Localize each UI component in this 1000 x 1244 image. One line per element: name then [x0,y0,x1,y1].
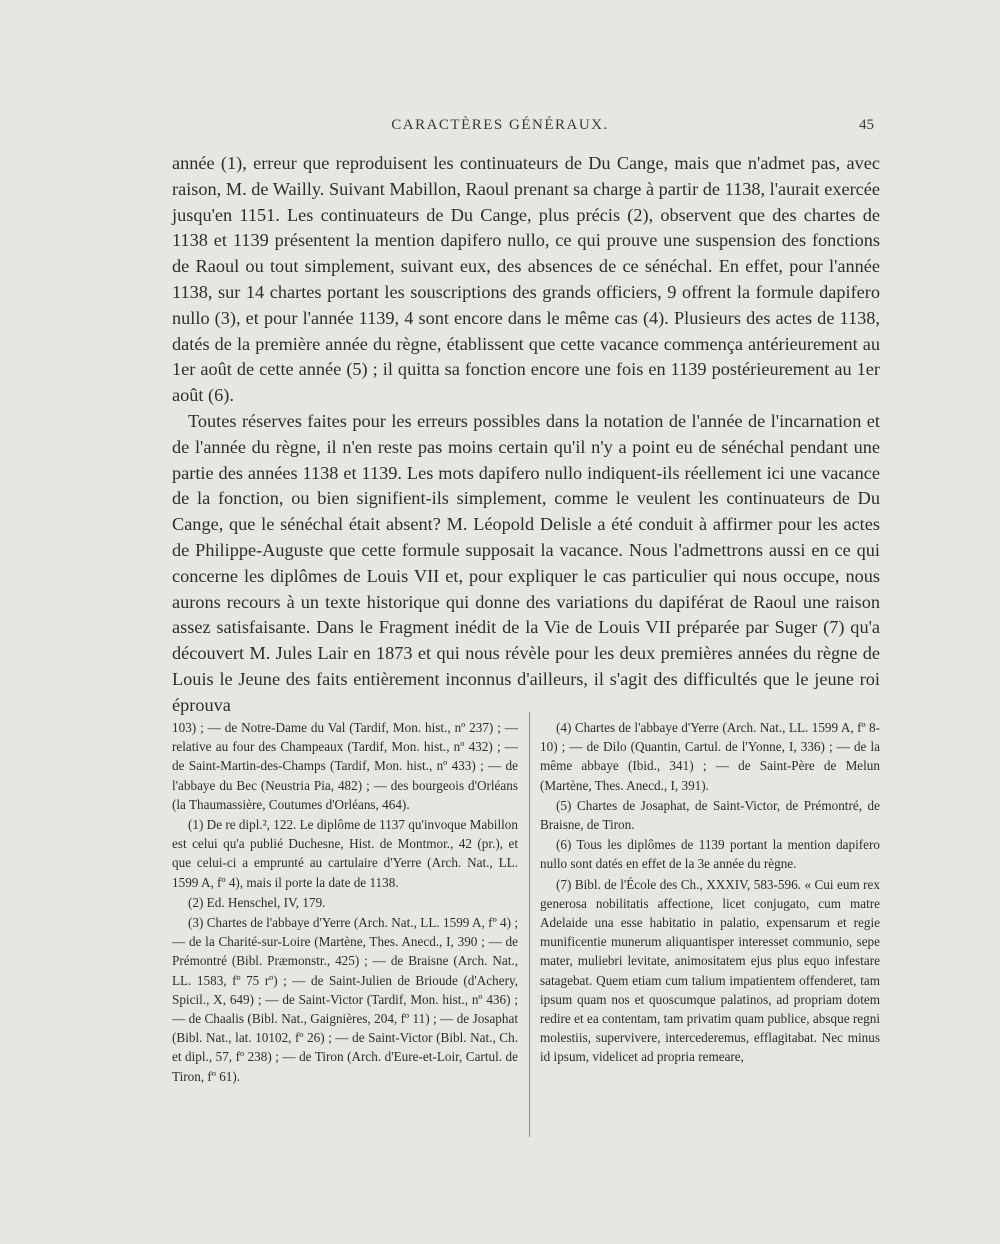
footnote-continuation: 103) ; — de Notre-Dame du Val (Tardif, Mon. hist., nº 237) ; — relative au four des Champeaux (Tardif, Mon. hist., nº 432) ; — de Saint-Martin-des-Champs (Tardif, Mon. hist., nº 433) ; — de l'abbaye du Bec (Neustria Pia, 482) ; — des bourgeois d'Orléans (la Thaumassière, Coutumes d'Orléans, 464). [172,720,518,812]
footnote-2: (2) Ed. Henschel, IV, 179. [188,894,326,910]
running-header: CARACTÈRES GÉNÉRAUX. [391,117,609,133]
footnote-7: (7) Bibl. de l'École des Ch., XXXIV, 583-596. « Cui eum rex generosa nobilitatis affectione, licet conjugato, cum matre Adelaide una esse habitatio in palatio, expensarum et regie munificentie munerum aliquantisper interesset communio, sepe mater, muliebri levitate, animositatem ejus plus equo infestare satagebat. Quem etiam cum talium impatientem offenderet, tam ipsum quam nos et quoscumque palatinos, ad propriam dotem redire et ea contentam, tam privatim quam publice, absque regni molestiis, supervivere, intercederemus, efflagitabat. Nec minus id ipsum, videlicet ad propria remeare, [540,876,880,1065]
footnote-1: (1) De re dipl.², 122. Le diplôme de 1137 qu'invoque Mabillon est celui qu'a publié Duchesne, Hist. de Montmor., 42 (pr.), et que celui-ci a emprunté au cartulaire d'Yerre (Arch. Nat., LL. 1599 A, fº 4), mais il porte la date de 1138. [172,817,518,890]
page-number: 45 [859,117,874,133]
footnote-3: (3) Chartes de l'abbaye d'Yerre (Arch. Nat., LL. 1599 A, fº 4) ; — de la Charité-sur-Loire (Martène, Thes. Anecd., I, 390 ; — de Prémontré (Bibl. Præmonstr., 425) ; — de Braisne (Arch. Nat., LL. 1583, fº 75 rº) ; — de Saint-Julien de Brioude (d'Achery, Spicil., X, 649) ; — de Saint-Victor (Tardif, Mon. hist., nº 436) ; — de Chaalis (Bibl. Nat., Gaignières, 204, fº 11) ; — de Josaphat (Bibl. Nat., lat. 10102, fº 26) ; — de Saint-Victor (Bibl. Nat., Ch. et dipl., 57, fº 238) ; — de Tiron (Arch. d'Eure-et-Loir, Cartul. de Tiron, fº 61). [172,915,518,1084]
column-divider [529,712,530,1137]
footnote-6: (6) Tous les diplômes de 1139 portant la mention dapifero nullo sont datés en effet de la 3e année du règne. [540,837,880,872]
body-paragraph-2: Toutes réserves faites pour les erreurs possibles dans la notation de l'année de l'incarnation et de l'année du règne, il n'en reste pas moins certain qu'il n'y a point eu de sénéchal pendant une partie des années 1138 et 1139. Les mots dapifero nullo indiquent-ils réellement ici une vacance de la fonction, ou bien signifient-ils simplement, comme le veulent les continuateurs de Du Cange, que le sénéchal était absent? M. Léopold Delisle a été conduit à affirmer pour les actes de Philippe-Auguste que cette formule supposait la vacance. Nous l'admettrons aussi en ce qui concerne les diplômes de Louis VII et, pour expliquer le cas particulier qui nous occupe, nous aurons recours à un texte historique qui donne des variations du dapiférat de Raoul une raison assez satisfaisante. Dans le Fragment inédit de la Vie de Louis VII préparée par Suger (7) qu'a découvert M. Jules Lair en 1873 et qui nous révèle pour les deux premières années du règne de Louis le Jeune des faits entièrement inconnus d'ailleurs, il s'agit des difficultés que le jeune roi éprouva [172,410,880,715]
body-paragraph-1: année (1), erreur que reproduisent les continuateurs de Du Cange, mais que n'admet pas, avec raison, M. de Wailly. Suivant Mabillon, Raoul prenant sa charge à partir de 1138, l'aurait exercée jusqu'en 1151. Les continuateurs de Du Cange, plus précis (2), observent que des chartes de 1138 et 1139 présentent la mention dapifero nullo, ce qui prouve une suspension des fonctions de Raoul ou tout simplement, suivant eux, des absences de ce sénéchal. En effet, pour l'année 1138, sur 14 chartes portant les souscriptions des grands officiers, 9 offrent la formule dapifero nullo (3), et pour l'année 1139, 4 sont encore dans le même cas (4). Plusieurs des actes de 1138, datés de la première année du règne, établissent que cette vacance commença antérieurement au 1er août de cette année (5) ; il quitta sa fonction encore une fois en 1139 postérieurement au 1er août (6). [172,153,880,406]
footnotes-right-column [540,718,880,1068]
footnote-5: (5) Chartes de Josaphat, de Saint-Victor, de Prémontré, de Braisne, de Tiron. [540,797,880,833]
footnote-4: (4) Chartes de l'abbaye d'Yerre (Arch. Nat., LL. 1599 A, fº 8-10) ; — de Dilo (Quantin, Cartul. de l'Yonne, I, 336) ; — de la même abbaye (Ibid., 341) ; — de Saint-Père de Melun (Martène, Thes. Anecd., I, 391). [540,720,880,793]
main-text [172,151,880,719]
footnotes-left-column [172,718,518,1087]
